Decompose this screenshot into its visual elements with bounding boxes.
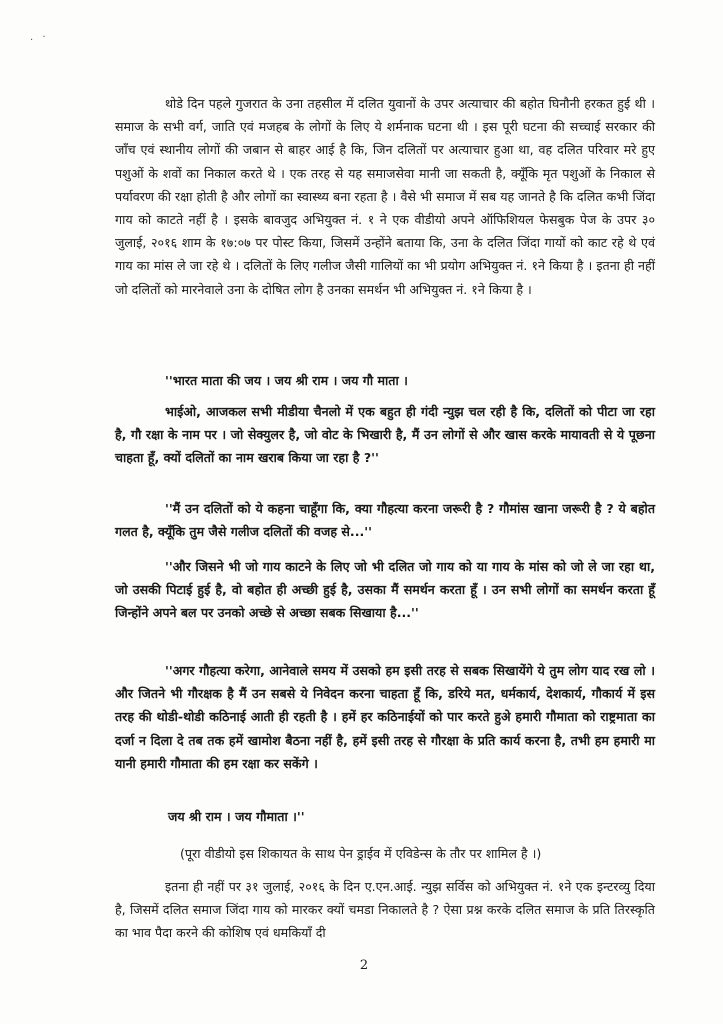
evidence-note: (पूरा वीडीयो इस शिकायत के साथ पेन ड्राईव में एविडेन्स के तौर पर शामिल है ।) [180, 846, 542, 861]
quote-paragraph-warning: ''अगर गौहत्या करेगा, आनेवाले समय में उसको हम इसी तरह से सबक सिखायेंगे ये तुम लोग याद रख लो । और जितने भी गौरक्षक है मैं उन सबसे ये निवेदन करना चाहता हूँ कि, डरिये मत, धर्मकार्य, देशकार्य, गौकार्य में इस तरह की थोडी-थोडी कठिनाई आती ही रहती है । हमें हर कठिनाईयों को पार करते हुअे हमारी गौमाता को राष्ट्रमाता का दर्जा न दिला दे तब तक हमें खामोश बैठना नहीं है, हमें इसी तरह से गौरक्षा के प्रति कार्य करना है, तभी हम हमारी मा यानी हमारी गौमाता की हम रक्षा कर सकेंगे । [115, 663, 655, 771]
quote-paragraph-media: भाईओ, आजकल सभी मीडीया चैनलो में एक बहुत ही गंदी न्युझ चल रही है कि, दलितों को पीटा जा रहा है, गौ रक्षा के नाम पर । जो सेक्युलर है, जो वोट के भिखारी है, मैं उन लोगों से और खास करके मायावती से ये पूछना चाहता हूँ, क्यों दलितों का नाम खराब किया जा रहा है ?'' [115, 404, 655, 466]
quote-slogan: ''भारत माता की जय । जय श्री राम । जय गौ माता । [165, 373, 408, 388]
page-number: 2 [359, 958, 369, 973]
quote-closing: जय श्री राम । जय गौमाता ।'' [168, 809, 305, 824]
body-paragraph-2: इतना ही नहीं पर ३१ जुलाई, २०१६ के दिन ए.एन.आई. न्युझ सर्विस को अभियुक्त नं. १ने एक इन्टरव्यु दिया है, जिसमें दलित समाज जिंदा गाय को मारकर क्यों चमडा निकालते है ? ऐसा प्रश्न करके दलित समाज के प्रति तिरस्कृति का भाव पैदा करने की कोशिष एवं धमकियाँ दी [115, 879, 655, 941]
quote-paragraph-support: ''और जिसने भी जो गाय काटने के लिए जो भी दलित जो गाय को या गाय के मांस को जो ले जा रहा था, जो उसकी पिटाई हुई है, वो बहोत ही अच्छी हुई है, उसका मैं समर्थन करता हूँ । उन सभी लोगों का समर्थन करता हूँ जिन्होंने अपने बल पर उनको अच्छे से अच्छा सबक सिखाया है...'' [115, 559, 655, 621]
body-paragraph-1: थोडे दिन पहले गुजरात के उना तहसील में दलित युवानों के उपर अत्याचार की बहोत घिनौनी हरकत हुई थी । समाज के सभी वर्ग, जाति एवं मजहब के लोगों के लिए ये शर्मनाक घटना थी । इस पूरी घटना की सच्चाई सरकार की जाँच एवं स्थानीय लोगों की जबान से बाहर आई है कि, जिन दलितों पर अत्याचार हुआ था, वह दलित परिवार मरे हुए पशुओं के शवों का निकाल करते थे । एक तरह से यह समाजसेवा मानी जा सकती है, क्यूँकि मृत पशुओं के निकाल से पर्यावरण की रक्षा होती है और लोगों का स्वास्थ्य बना रहता है । वैसे भी समाज में सब यह जानते है कि दलित कभी जिंदा गाय को काटते नहीं है । इसके बावजुद अभियुक्त नं. १ ने एक वीडीयो अपने ऑफिशियल फेसबुक पेज के उपर ३० जुलाई, २०१६ शाम के १७:०७ पर पोस्ट किया, जिसमें उन्होंने बताया कि, उना के दलित जिंदा गायों को काट रहे थे एवं गाय का मांस ले जा रहे थे । दलितों के लिए गलीज जैसी गालियों का भी प्रयोग अभियुक्त नं. १ने किया है । इतना ही नहीं जो दलितों को मारनेवाले उना के दोषित लोग है उनका समर्थन भी अभियुक्त नं. १ने किया है । [115, 96, 655, 297]
scan-marks: . · [30, 32, 49, 43]
quote-paragraph-cow-slaughter: ''मैं उन दलितों को ये कहना चाहूँगा कि, क्या गौहत्या करना जरूरी है ? गौमांस खाना जरूरी है ? ये बहोत गलत है, क्यूँकि तुम जैसे गलीज दलितों की वजह से...'' [115, 501, 655, 540]
